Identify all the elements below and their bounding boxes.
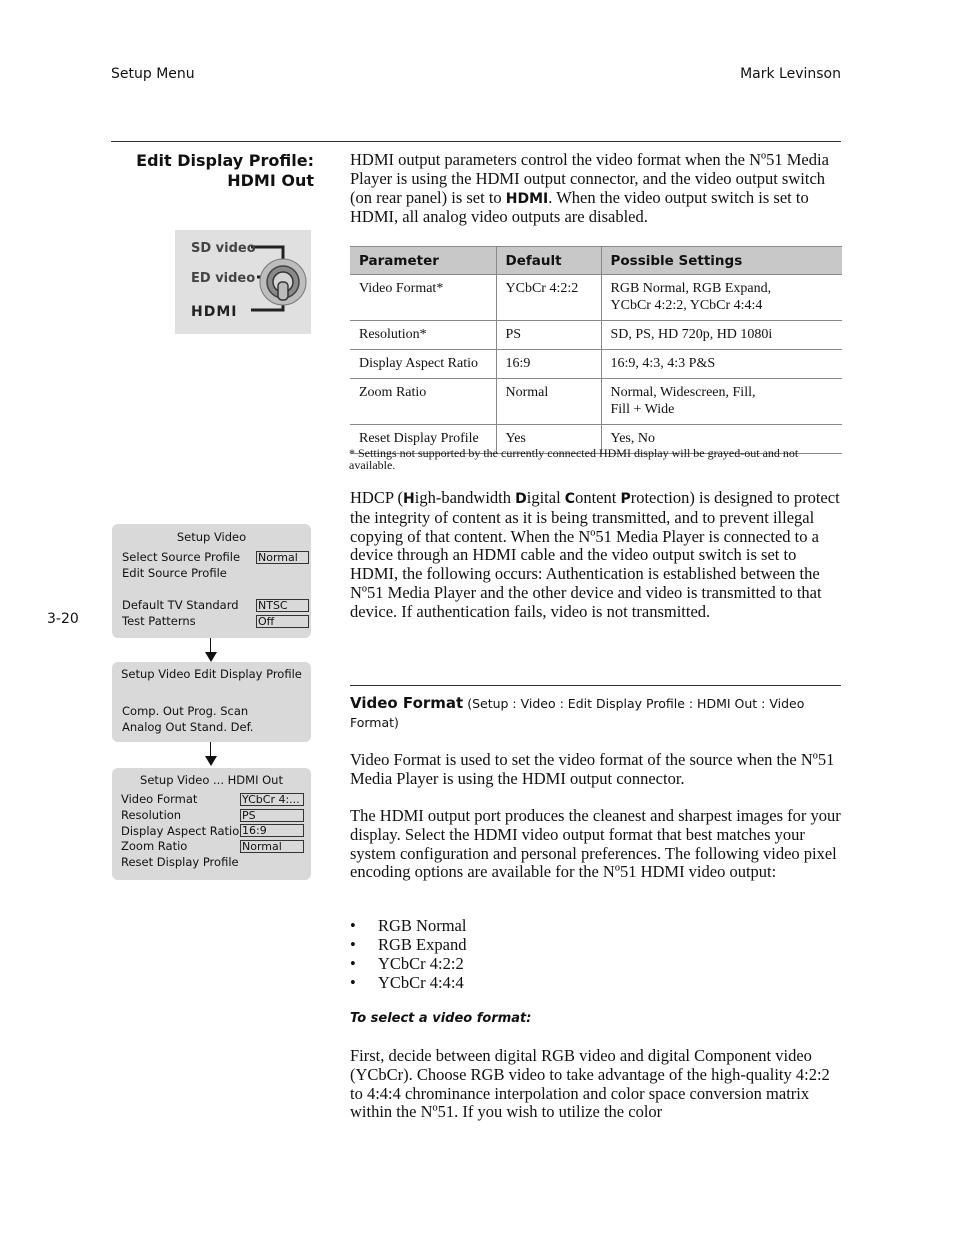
- video-format-heading: [350, 694, 820, 732]
- video-format-paragraph-2: The HDMI output port produces the cleanest and sharpest images for your display. Select the HDMI video output format that best matches your system configuration and personal preferences. The following video pixel encoding options are available for the Nº51 HDMI video output:: [350, 806, 841, 882]
- cell-parameter: Video Format*: [350, 275, 496, 321]
- edit-display-profile-menu: [112, 662, 311, 742]
- running-header-right: Mark Levinson: [740, 66, 841, 82]
- menu-item-select-source-profile[interactable]: Select Source Profile: [122, 550, 241, 564]
- table-row: [350, 350, 842, 379]
- menu-value-default-tv-standard[interactable]: NTSC: [256, 599, 309, 612]
- list-item: • RGB Expand: [350, 935, 466, 954]
- list-item: • RGB Normal: [350, 916, 466, 935]
- toggle-switch-icon: [175, 230, 311, 334]
- running-header-left: Setup Menu: [111, 66, 195, 82]
- menu-title: Setup Video Edit Display Profile: [121, 667, 302, 681]
- cell-default: 16:9: [496, 350, 601, 379]
- menu-item-zoom-ratio[interactable]: Zoom Ratio: [121, 839, 188, 853]
- list-item: • YCbCr 4:4:4: [350, 973, 466, 992]
- menu-item-video-format[interactable]: Video Format: [121, 792, 198, 806]
- menu-flow-arrow-1: [210, 638, 211, 652]
- menu-item-reset-display-profile[interactable]: Reset Display Profile: [121, 855, 239, 869]
- page-number: 3-20: [47, 611, 79, 627]
- cell-default: Yes: [496, 425, 601, 454]
- cell-default: PS: [496, 321, 601, 350]
- menu-value-resolution[interactable]: PS: [240, 809, 304, 822]
- column-header-default: Default: [496, 247, 601, 275]
- column-header-settings: Possible Settings: [601, 247, 842, 275]
- cell-settings: 16:9, 4:3, 4:3 P&S: [601, 350, 842, 379]
- table-header-row: [350, 247, 842, 275]
- table-row: [350, 379, 842, 425]
- video-format-title: Video Format: [350, 694, 464, 712]
- svg-text:ED video: ED video: [191, 271, 256, 286]
- section-heading-line1: Edit Display Profile:: [136, 151, 314, 170]
- pixel-encoding-list: [350, 916, 466, 992]
- menu-title: Setup Video ... HDMI Out: [140, 773, 283, 787]
- hdmi-parameters-table: [350, 246, 842, 454]
- section-rule-video-format: [350, 685, 841, 686]
- cell-settings: Yes, No: [601, 425, 842, 454]
- svg-text:SD video: SD video: [191, 241, 256, 256]
- column-header-parameter: Parameter: [350, 247, 496, 275]
- menu-title: Setup Video: [176, 530, 247, 544]
- section-heading-line2: HDMI Out: [227, 171, 314, 190]
- hdcp-paragraph: HDCP (High-bandwidth Digital Content Protection) is designed to protect the integrity of content as it is being transmitted, and to prevent illegal copying of that content. When the Nº51 Media Player is connected to a device through an HDMI cable and the video output switch is set to HDMI, the following occurs: Authentication is established between the Nº51 Media Player and the other device and video is transmitted to that device. If authentication fails, video is not transmitted.: [350, 488, 840, 621]
- list-item: • YCbCr 4:2:2: [350, 954, 466, 973]
- procedure-heading: To select a video format:: [350, 1011, 532, 1026]
- arrow-down-icon: [205, 756, 217, 766]
- menu-item-resolution[interactable]: Resolution: [121, 808, 182, 822]
- menu-flow-arrow-2: [210, 742, 211, 756]
- menu-item-test-patterns[interactable]: Test Patterns: [122, 614, 196, 628]
- menu-value-test-patterns[interactable]: Off: [256, 615, 309, 628]
- cell-default: YCbCr 4:2:2: [496, 275, 601, 321]
- cell-settings: SD, PS, HD 720p, HD 1080i: [601, 321, 842, 350]
- menu-item-default-tv-standard[interactable]: Default TV Standard: [122, 598, 239, 612]
- menu-item-edit-source-profile[interactable]: Edit Source Profile: [122, 566, 227, 580]
- table-row: [350, 321, 842, 350]
- cell-parameter: Reset Display Profile: [350, 425, 496, 454]
- section-rule-top: [111, 141, 841, 142]
- menu-item-display-aspect-ratio[interactable]: Display Aspect Ratio: [121, 824, 240, 838]
- table-footnote: * Settings not supported by the currently connected HDMI display will be grayed-out and not available.: [349, 446, 799, 472]
- section-heading: [111, 151, 314, 191]
- video-format-menu-path: (Setup : Video : Edit Display Profile : HDMI Out : Video Format): [350, 696, 805, 730]
- menu-value-video-format[interactable]: YCbCr 4:...: [240, 793, 304, 806]
- cell-parameter: Resolution*: [350, 321, 496, 350]
- video-format-paragraph-3: First, decide between digital RGB video and digital Component video (YCbCr). Choose RGB video to take advantage of the high-quality 4:2:2 to 4:4:4 chrominance interpolation and color space conversion matrix within the Nº51. If you wish to utilize the color: [350, 1046, 830, 1122]
- hdmi-switch-label: HDMI: [505, 190, 549, 207]
- cell-default: Normal: [496, 379, 601, 425]
- video-output-switch-image: [175, 230, 311, 334]
- menu-item-analog-out-stand-def[interactable]: Analog Out Stand. Def.: [122, 720, 254, 734]
- menu-value-zoom-ratio[interactable]: Normal: [240, 840, 304, 853]
- cell-settings: Normal, Widescreen, Fill, Fill + Wide: [601, 379, 842, 425]
- menu-value-select-source-profile[interactable]: Normal: [256, 551, 309, 564]
- hdmi-intro-paragraph: HDMI output parameters control the video format when the Nº51 Media Player is using the HDMI output connector, and the video output switch (on rear panel) is set to HDMI. When the video output switch is set to HDMI, all analog video outputs are disabled.: [350, 150, 829, 227]
- cell-settings: RGB Normal, RGB Expand, YCbCr 4:2:2, YCbCr 4:4:4: [601, 275, 842, 321]
- svg-text:HDMI: HDMI: [191, 304, 238, 320]
- menu-item-comp-out-prog-scan[interactable]: Comp. Out Prog. Scan: [122, 704, 249, 718]
- setup-video-menu: [112, 524, 311, 638]
- hdmi-out-menu: [112, 768, 311, 880]
- table-row: [350, 275, 842, 321]
- arrow-down-icon: [205, 652, 217, 662]
- menu-value-display-aspect-ratio[interactable]: 16:9: [240, 824, 304, 837]
- cell-parameter: Zoom Ratio: [350, 379, 496, 425]
- video-format-paragraph-1: Video Format is used to set the video format of the source when the Nº51 Media Player is using the HDMI output connector.: [350, 750, 835, 788]
- cell-parameter: Display Aspect Ratio: [350, 350, 496, 379]
